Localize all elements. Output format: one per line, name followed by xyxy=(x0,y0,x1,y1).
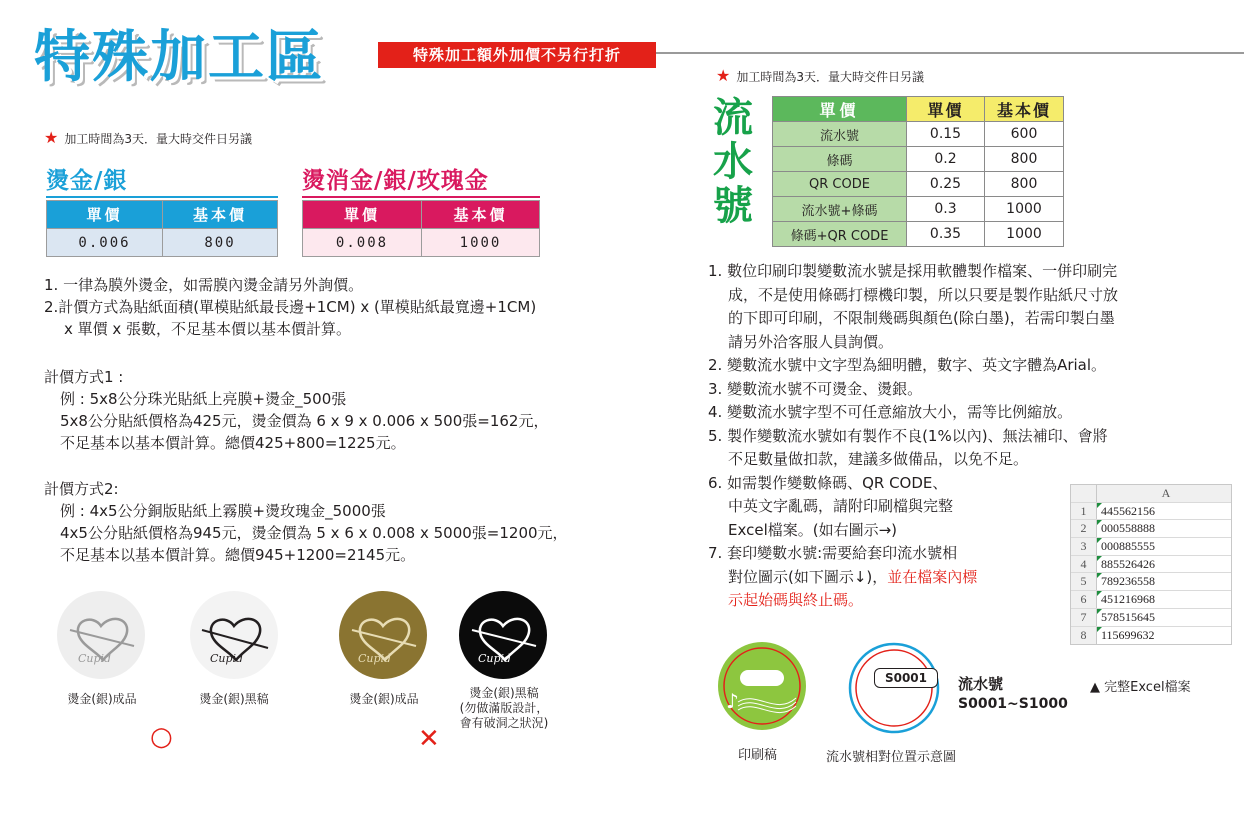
list-item: Excel檔案。(如右圖示→) xyxy=(728,520,898,539)
list-item: 成，不是使用條碼打標機印製，所以只要是製作貼紙尺寸放 xyxy=(728,285,1119,304)
col-header: 單價 xyxy=(907,97,985,122)
position-label: 流水號相對位置示意圖 xyxy=(826,750,957,765)
unit-price-value: 0.006 xyxy=(47,229,163,257)
table-row: 流水號+條碼 0.3 1000 xyxy=(773,197,1064,222)
excel-caption: ▲ 完整Excel檔案 xyxy=(1090,680,1191,695)
svg-text:Cupid: Cupid xyxy=(358,652,392,665)
excel-row: 3 000885555 xyxy=(1071,538,1231,556)
note-line: 1. 一律為膜外燙金，如需膜內燙金請另外詢價。 xyxy=(44,276,364,294)
pricing-notes xyxy=(44,274,536,340)
sample-black-fill-draft xyxy=(459,591,547,679)
correct-mark-icon: ○ xyxy=(150,722,173,752)
base-price-header: 基本價 xyxy=(163,201,278,229)
star-icon: ★ xyxy=(44,128,59,147)
header-divider xyxy=(656,52,1244,54)
col-header: 單價 xyxy=(773,97,907,122)
hot-gold-underline xyxy=(46,196,278,198)
unit-price-header: 單價 xyxy=(303,201,422,229)
svg-text:Cupid: Cupid xyxy=(210,652,244,665)
excel-row: 1 445562156 xyxy=(1071,503,1231,521)
hot-matte-underline xyxy=(302,196,540,198)
sample-black-draft xyxy=(190,591,278,679)
list-item: 3. 變數流水號不可燙金、燙銀。 xyxy=(708,379,923,398)
hot-matte-price-table xyxy=(302,200,540,257)
table-row: 流水號 0.15 600 xyxy=(773,122,1064,147)
excel-header-row: A xyxy=(1071,485,1231,503)
method-line: 例 : 5x8公分珠光貼紙上亮膜+燙金_500張 xyxy=(60,390,347,408)
list-item: 7. 套印變數水號:需要給套印流水號相 xyxy=(708,544,958,562)
sample-finished-gold xyxy=(339,591,427,679)
svg-text:♪: ♪ xyxy=(726,689,739,713)
list-item: 2. 變數流水號中文字型為細明體，數字、英文字體為Arial。 xyxy=(708,356,1107,374)
table-row: QR CODE 0.25 800 xyxy=(773,172,1064,197)
note-line: 2.計價方式為貼紙面積(單模貼紙最長邊+1CM) x (單模貼紙最寬邊+1CM) xyxy=(44,298,537,316)
list-item: 的下即可印刷，不限制幾碼與顏色(除白墨)，若需印製白墨 xyxy=(728,309,1115,327)
serial-vertical-title: 流 水 號 xyxy=(713,95,753,229)
col-header: 基本價 xyxy=(985,97,1064,122)
serial-sample-box: S0001 xyxy=(874,668,938,688)
base-price-header: 基本價 xyxy=(422,201,540,229)
table-row: 條碼 0.2 800 xyxy=(773,147,1064,172)
hot-gold-price-table xyxy=(46,200,278,257)
no-discount-banner: 特殊加工額外加價不另行打折 xyxy=(378,42,656,68)
page-title: 特殊加工區 xyxy=(34,25,324,90)
method-title: 計價方式1 : xyxy=(44,368,124,386)
excel-row: 6 451216968 xyxy=(1071,591,1231,609)
method-title: 計價方式2: xyxy=(44,480,119,498)
hot-matte-title: 燙消金/銀/玫瑰金 xyxy=(302,168,489,194)
excel-row: 8 115699632 xyxy=(1071,627,1231,645)
list-item: 對位圖示(如下圖示↓)，並在檔案內標 xyxy=(728,567,978,586)
method-line: 4x5公分貼紙價格為945元，燙金價為 5 x 6 x 0.008 x 5000張=1200元， xyxy=(60,524,568,542)
serial-range: S0001~S1000 xyxy=(958,696,1068,712)
excel-row: 5 789236558 xyxy=(1071,573,1231,591)
excel-sample xyxy=(1070,484,1232,645)
base-price-value: 800 xyxy=(163,229,278,257)
table-row: 條碼+QR CODE 0.35 1000 xyxy=(773,222,1064,247)
serial-price-table xyxy=(772,96,1064,247)
sample-label: 燙金(銀)黑稿 xyxy=(199,692,269,706)
serial-diagram xyxy=(716,640,956,740)
pricing-method-1 xyxy=(44,366,548,454)
base-price-value: 1000 xyxy=(422,229,540,257)
list-item: 示起始碼與終止碼。 xyxy=(728,591,864,609)
list-item: 4. 變數流水號字型不可任意縮放大小，需等比例縮放。 xyxy=(708,403,1073,421)
list-item: 6. 如需製作變數條碼、QR CODE、 xyxy=(708,473,948,492)
method-line: 不足基本以基本價計算。總價945+1200=2145元。 xyxy=(60,546,416,564)
right-processing-note: ★ 加工時間為3天．量大時交件日另議 xyxy=(716,66,924,85)
sample-label: 燙金(銀)成品 xyxy=(349,692,419,706)
method-line: 5x8公分貼紙價格為425元，燙金價為 6 x 9 x 0.006 x 500張=162元， xyxy=(60,412,549,430)
list-item: 1. 數位印刷印製變數流水號是採用軟體製作檔案、一併印刷完 xyxy=(708,262,1118,280)
serial-position-icon xyxy=(850,644,938,732)
sample-label: 燙金(銀)黑稿 (勿做滿版設計， 會有破洞之狀況) xyxy=(459,686,549,730)
wrong-mark-icon: ✕ xyxy=(418,724,440,754)
sample-label: 燙金(銀)成品 xyxy=(67,692,137,706)
excel-row: 7 578515645 xyxy=(1071,609,1231,627)
svg-text:Cupid: Cupid xyxy=(78,652,112,665)
excel-row: 4 885526426 xyxy=(1071,556,1231,574)
list-item: 5. 製作變數流水號如有製作不良(1%以內)、無法補印、會將 xyxy=(708,426,1108,445)
unit-price-value: 0.008 xyxy=(303,229,422,257)
list-item: 請另外洽客服人員詢價。 xyxy=(728,332,894,351)
method-line: 例 : 4x5公分銅版貼紙上霧膜+燙玫瑰金_5000張 xyxy=(60,502,386,520)
note-line: x 單價 x 張數，不足基本價以基本價計算。 xyxy=(64,320,352,338)
method-line: 不足基本以基本價計算。總價425+800=1225元。 xyxy=(60,434,406,452)
serial-title: 流水號 xyxy=(958,675,1004,693)
list-item: 中英文字亂碼，請附印刷檔與完整 xyxy=(728,497,954,515)
sample-circles xyxy=(56,590,576,690)
hot-gold-title: 燙金/銀 xyxy=(46,168,128,194)
svg-text:Cupid: Cupid xyxy=(478,652,512,665)
serial-notes-list xyxy=(708,260,1118,613)
sample-finished-silver xyxy=(57,591,145,679)
list-item: 不足數量做扣款，建議多做備品，以免不足。 xyxy=(728,450,1029,468)
pricing-method-2 xyxy=(44,478,568,566)
unit-price-header: 單價 xyxy=(47,201,163,229)
print-draft-icon xyxy=(718,642,806,730)
excel-row: 2 000558888 xyxy=(1071,520,1231,538)
star-icon: ★ xyxy=(716,66,731,85)
left-processing-note: ★ 加工時間為3天．量大時交件日另議 xyxy=(44,128,252,147)
print-draft-label: 印刷稿 xyxy=(738,748,778,763)
